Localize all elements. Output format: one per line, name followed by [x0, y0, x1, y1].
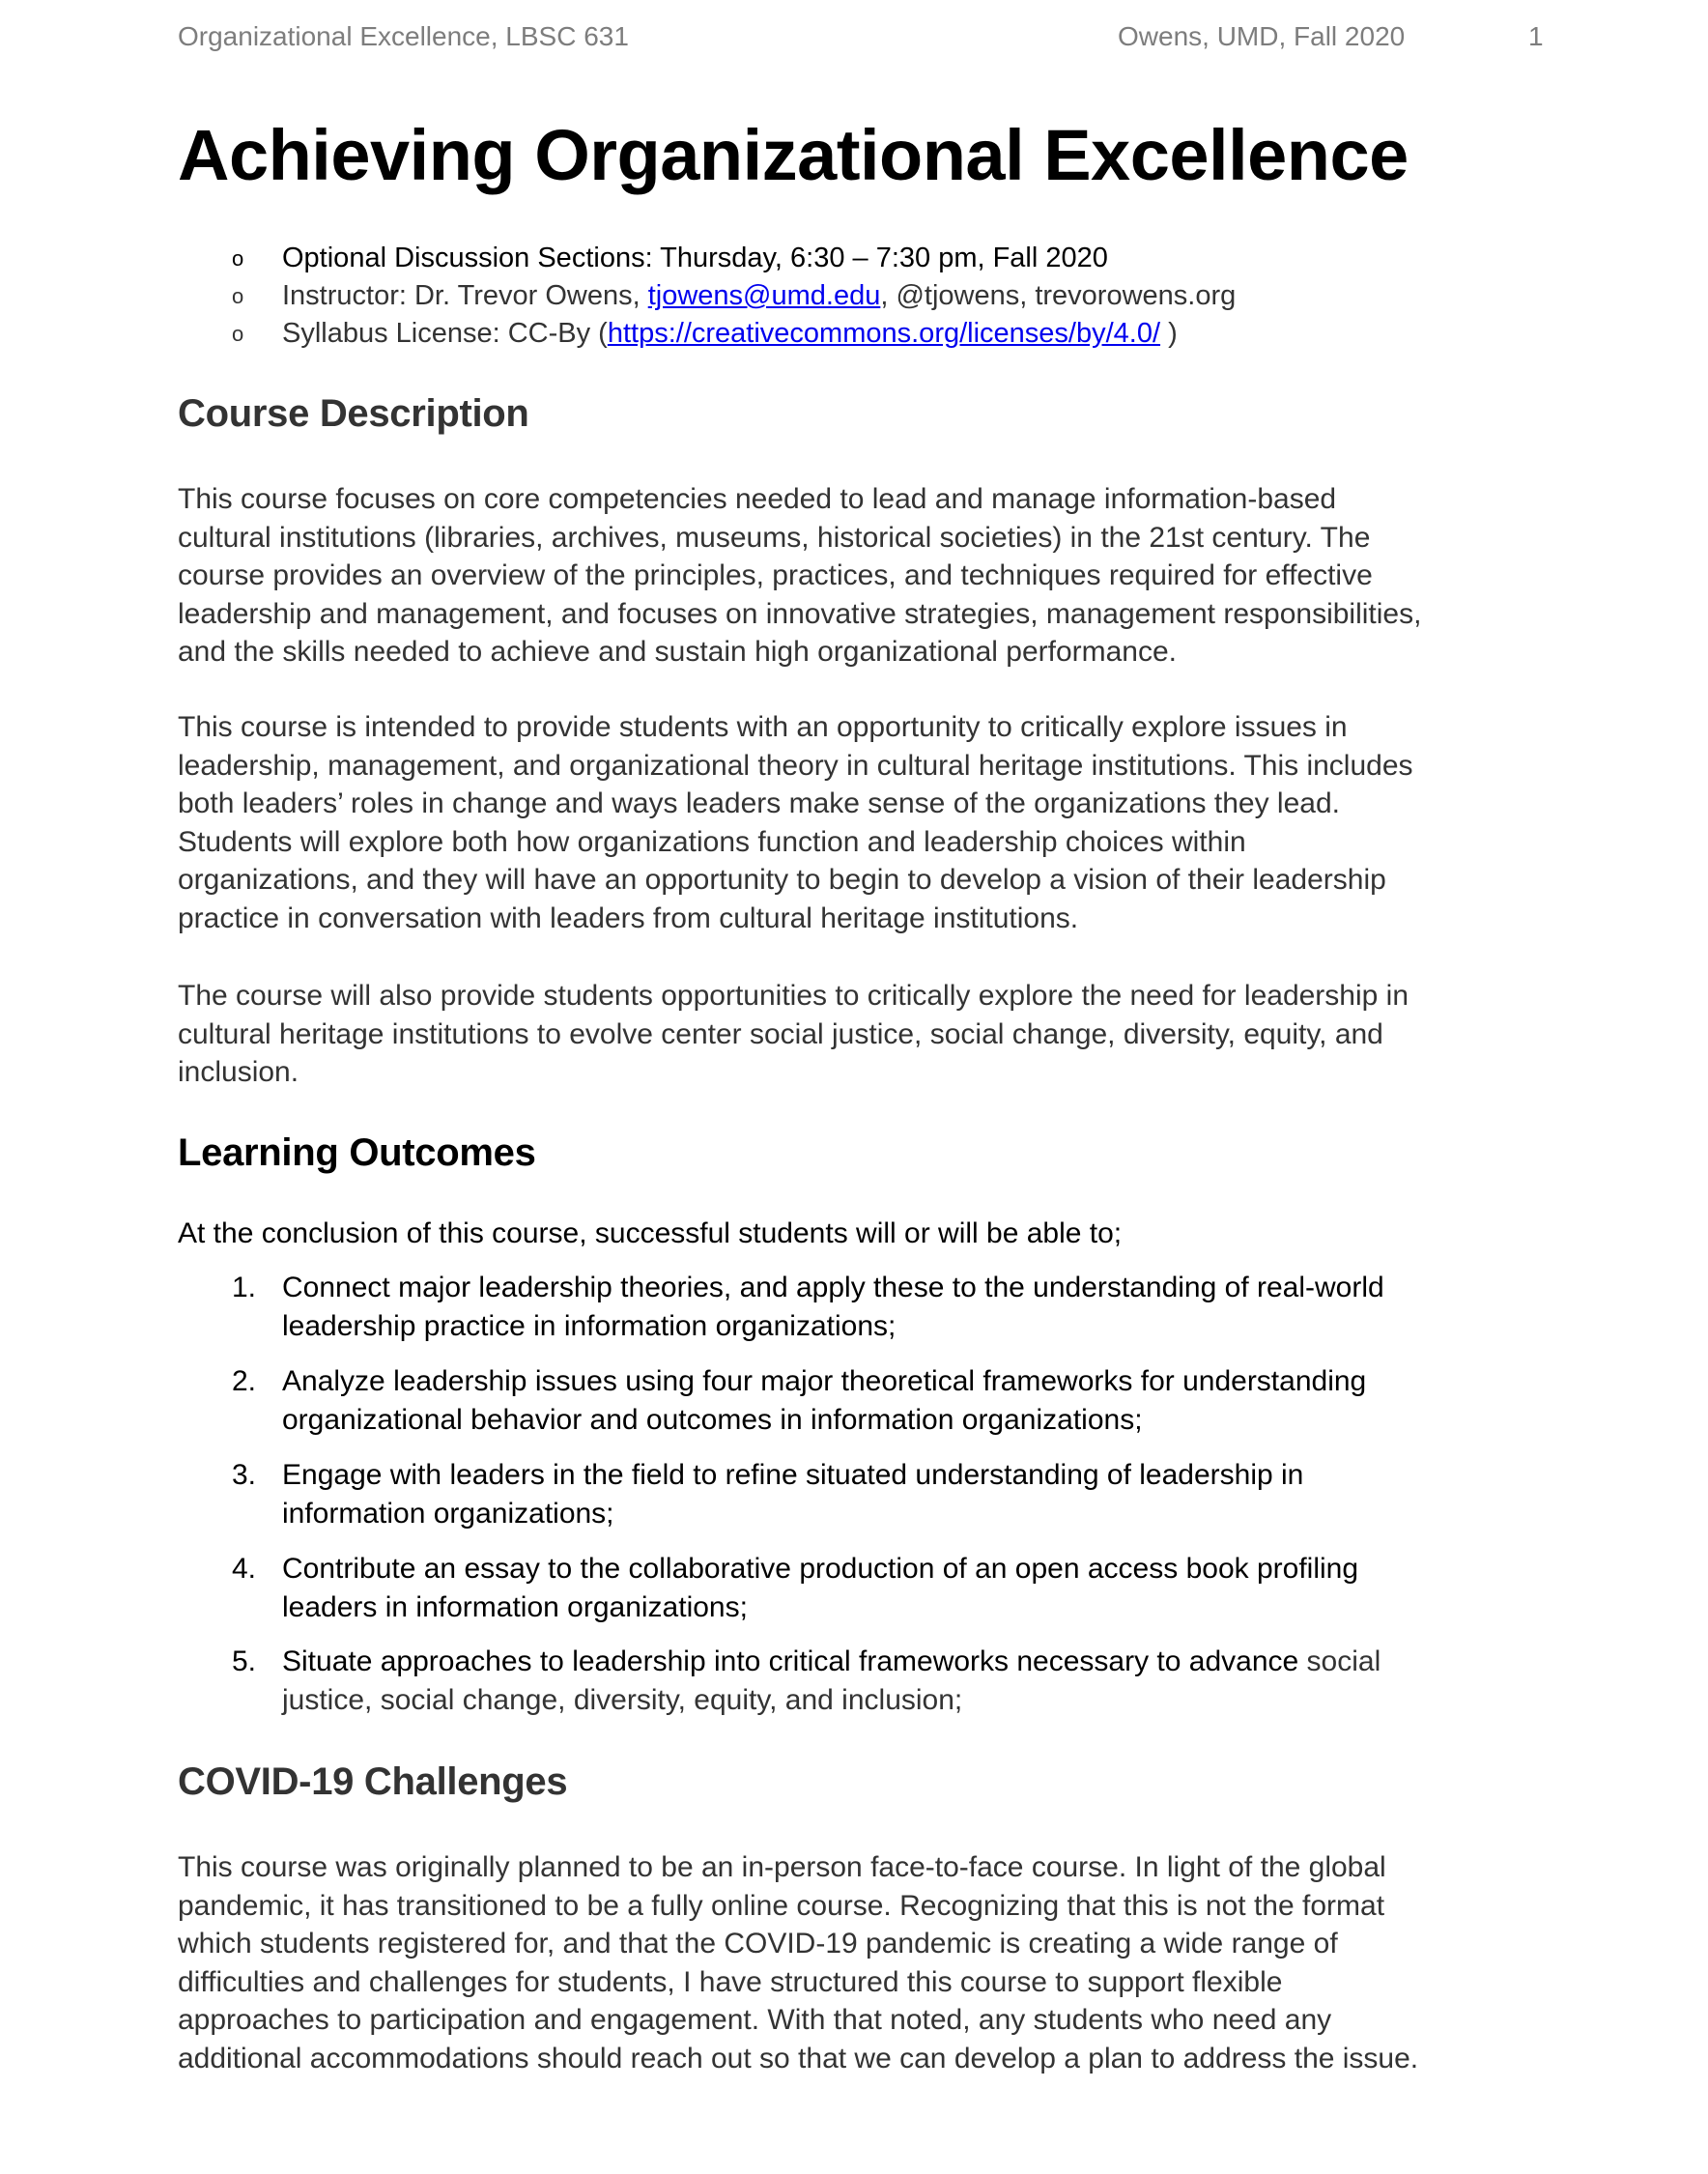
- heading-course-description: Course Description: [178, 392, 529, 435]
- heading-covid-challenges: COVID-19 Challenges: [178, 1760, 568, 1803]
- text-line: pandemic, it has transitioned to be a fully online course. Recognizing that this is not the format: [178, 1889, 1385, 1922]
- text-line: leaders in information organizations;: [282, 1590, 748, 1623]
- text-line: justice, social change, diversity, equity, and inclusion;: [282, 1683, 963, 1716]
- text-line: At the conclusion of this course, successful students will or will be able to;: [178, 1217, 1123, 1249]
- text-line: The course will also provide students opportunities to critically explore the need for leadership in: [178, 980, 1409, 1012]
- list-number: 3.: [232, 1459, 257, 1491]
- text-segment: Situate approaches to leadership into critical frameworks necessary to advance: [282, 1645, 1307, 1677]
- text-line: difficulties and challenges for students, I have structured this course to support flexible: [178, 1965, 1283, 1998]
- heading-learning-outcomes: Learning Outcomes: [178, 1131, 536, 1174]
- instructor-label: Instructor: Dr. Trevor Owens,: [282, 280, 648, 311]
- list-number: 4.: [232, 1553, 257, 1585]
- instructor-line: [282, 277, 1236, 316]
- covid-paragraph: [178, 1848, 1550, 2078]
- text-line: approaches to participation and engagement. With that noted, any students who need any: [178, 2004, 1332, 2037]
- course-description-paragraph-2: [178, 708, 1550, 938]
- text-line: [282, 1643, 1381, 1681]
- text-line: both leaders’ roles in change and ways leaders make sense of the organizations they lead.: [178, 787, 1340, 820]
- text-line: organizations, and they will have an opportunity to begin to develop a vision of their leadership: [178, 864, 1386, 897]
- text-line: course provides an overview of the principles, practices, and techniques required for effective: [178, 559, 1373, 592]
- text-line: Contribute an essay to the collaborative production of an open access book profiling: [282, 1553, 1359, 1585]
- course-description-paragraph-1: [178, 480, 1550, 672]
- text-line: cultural heritage institutions to evolve center social justice, social change, diversity, equity, and: [178, 1017, 1383, 1050]
- running-header-course: Organizational Excellence, LBSC 631: [178, 21, 629, 51]
- list-number: 5.: [232, 1645, 257, 1677]
- license-suffix: ): [1160, 318, 1178, 349]
- text-line: information organizations;: [282, 1497, 614, 1530]
- license-label: Syllabus License: CC-By (: [282, 318, 608, 349]
- text-line: This course focuses on core competencies needed to lead and manage information-based: [178, 483, 1337, 515]
- text-line: inclusion.: [178, 1056, 299, 1089]
- list-number: 2.: [232, 1365, 257, 1397]
- license-url-link[interactable]: https://creativecommons.org/licenses/by/4.0/: [607, 318, 1161, 349]
- learning-outcomes-intro: [178, 1215, 1550, 1253]
- bullet-circle-icon: o: [232, 284, 244, 308]
- page-number: 1: [1528, 21, 1544, 51]
- text-line: leadership, management, and organizational theory in cultural heritage institutions. This includes: [178, 749, 1413, 782]
- text-line: This course was originally planned to be an in-person face-to-face course. In light of the global: [178, 1851, 1386, 1883]
- text-line: practice in conversation with leaders from cultural heritage institutions.: [178, 901, 1079, 934]
- document-title: Achieving Organizational Excellence: [178, 115, 1409, 195]
- text-line: Analyze leadership issues using four major theoretical frameworks for understanding: [282, 1365, 1367, 1397]
- course-description-paragraph-3: [178, 977, 1550, 1092]
- running-header-author: Owens, UMD, Fall 2020: [1118, 21, 1406, 51]
- bullet-circle-icon: o: [232, 246, 244, 271]
- instructor-email-link[interactable]: tjowens@umd.edu: [647, 280, 881, 311]
- text-line: which students registered for, and that the COVID-19 pandemic is creating a wide range of: [178, 1928, 1338, 1960]
- text-line: organizational behavior and outcomes in information organizations;: [282, 1403, 1143, 1436]
- text-line: additional accommodations should reach out so that we can develop a plan to address the issue.: [178, 2042, 1419, 2074]
- discussion-sections-text: Optional Discussion Sections: Thursday, 6:30 – 7:30 pm, Fall 2020: [282, 243, 1108, 273]
- text-segment-gray: social: [1306, 1645, 1381, 1677]
- text-line: leadership and management, and focuses on innovative strategies, management responsibilities,: [178, 597, 1422, 630]
- instructor-contact-suffix: , @tjowens, trevorowens.org: [880, 280, 1237, 311]
- list-number: 1.: [232, 1272, 257, 1303]
- license-line: [282, 315, 1178, 354]
- text-line: leadership practice in information organizations;: [282, 1309, 897, 1342]
- text-line: Students will explore both how organizations function and leadership choices within: [178, 825, 1246, 858]
- text-line: cultural institutions (libraries, archives, museums, historical societies) in the 21st century. The: [178, 521, 1371, 554]
- bullet-circle-icon: o: [232, 322, 244, 346]
- text-line: Engage with leaders in the field to refine situated understanding of leadership in: [282, 1459, 1304, 1491]
- text-line: This course is intended to provide students with an opportunity to critically explore issues in: [178, 711, 1348, 743]
- text-line: and the skills needed to achieve and sustain high organizational performance.: [178, 636, 1178, 669]
- text-line: Connect major leadership theories, and apply these to the understanding of real-world: [282, 1272, 1384, 1303]
